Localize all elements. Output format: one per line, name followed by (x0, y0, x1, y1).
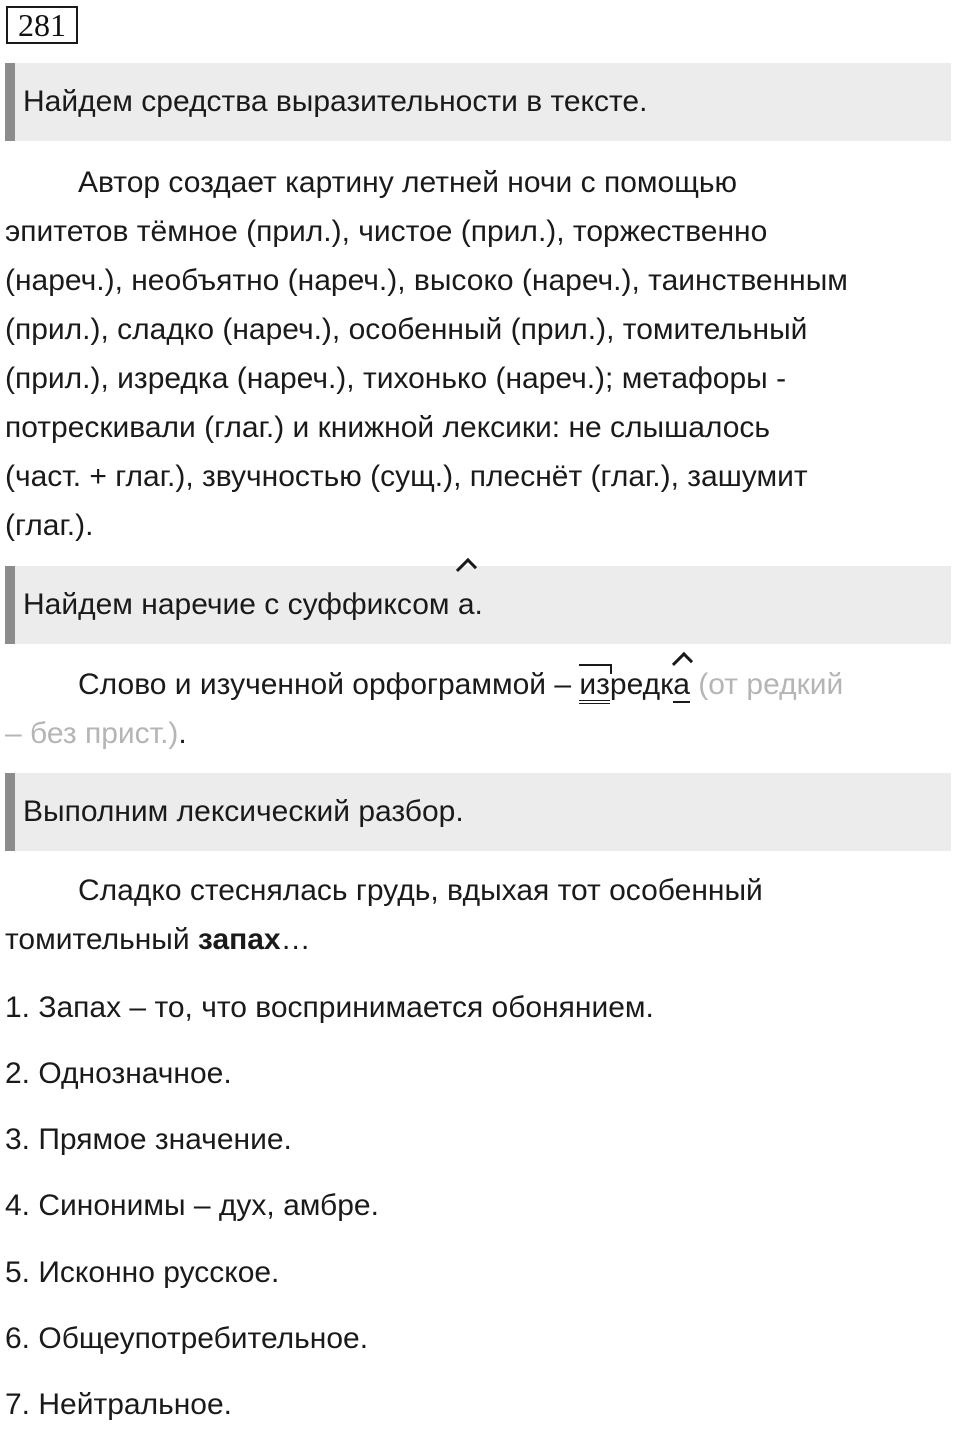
paragraph-line: Автор создает картину летней ночи с помощью (78, 166, 738, 199)
paragraph-line: (прил.), сладко (нареч.), особенный (прил.), томительный (5, 313, 808, 346)
section-banner-adverb-suffix: Найдем наречие с суффиксом а. (5, 566, 951, 644)
expressive-means-paragraph (5, 158, 955, 550)
task-number: 281 (6, 6, 78, 44)
list-item: 2. Однозначное. (5, 1057, 232, 1090)
paragraph-line: Слово и изученной орфограммой – изредка (от редкий (5, 660, 955, 709)
paragraph-line: (част. + глаг.), звучностью (сущ.), плеснёт (глаг.), зашумит (5, 460, 808, 493)
paragraph-line: (прил.), изредка (нареч.), тихонько (нареч.); метафоры - (5, 362, 787, 395)
list-item: 1. Запах – то, что воспринимается обонянием. (5, 991, 654, 1024)
list-item: 6. Общеупотребительное. (5, 1322, 369, 1355)
list-item: 5. Исконно русское. (5, 1256, 280, 1289)
quote-paragraph (5, 866, 955, 964)
word-suffix: а (673, 660, 690, 709)
section-banner-expressive-means: Найдем средства выразительности в тексте. (5, 63, 951, 141)
paragraph-line: (глаг.). (5, 509, 94, 542)
paragraph-line: эпитетов тёмное (прил.), чистое (прил.), торжественно (5, 215, 768, 248)
adverb-paragraph (5, 660, 955, 758)
paragraph-line: Сладко стеснялась грудь, вдыхая тот особенный (78, 874, 763, 907)
word-prefix: из (579, 660, 610, 709)
paragraph-line: – без прист.). (5, 717, 187, 750)
paragraph-line: потрескивали (глаг.) и книжной лексики: не слышалось (5, 411, 771, 444)
origin-note: (от редкий (689, 668, 844, 701)
section-banner-lexical-analysis: Выполним лексический разбор. (5, 773, 951, 851)
analyzed-word: запах (197, 923, 281, 956)
list-item: 4. Синонимы – дух, амбре. (5, 1189, 379, 1222)
word-root: редк (609, 668, 674, 701)
list-item: 7. Нейтральное. (5, 1388, 232, 1421)
paragraph-line: (нареч.), необъятно (нареч.), высоко (нареч.), таинственным (5, 264, 848, 297)
suffix-letter: а (458, 566, 475, 644)
paragraph-line: томительный запах… (5, 923, 311, 956)
origin-note: – без прист.) (5, 717, 179, 750)
list-item: 3. Прямое значение. (5, 1123, 292, 1156)
